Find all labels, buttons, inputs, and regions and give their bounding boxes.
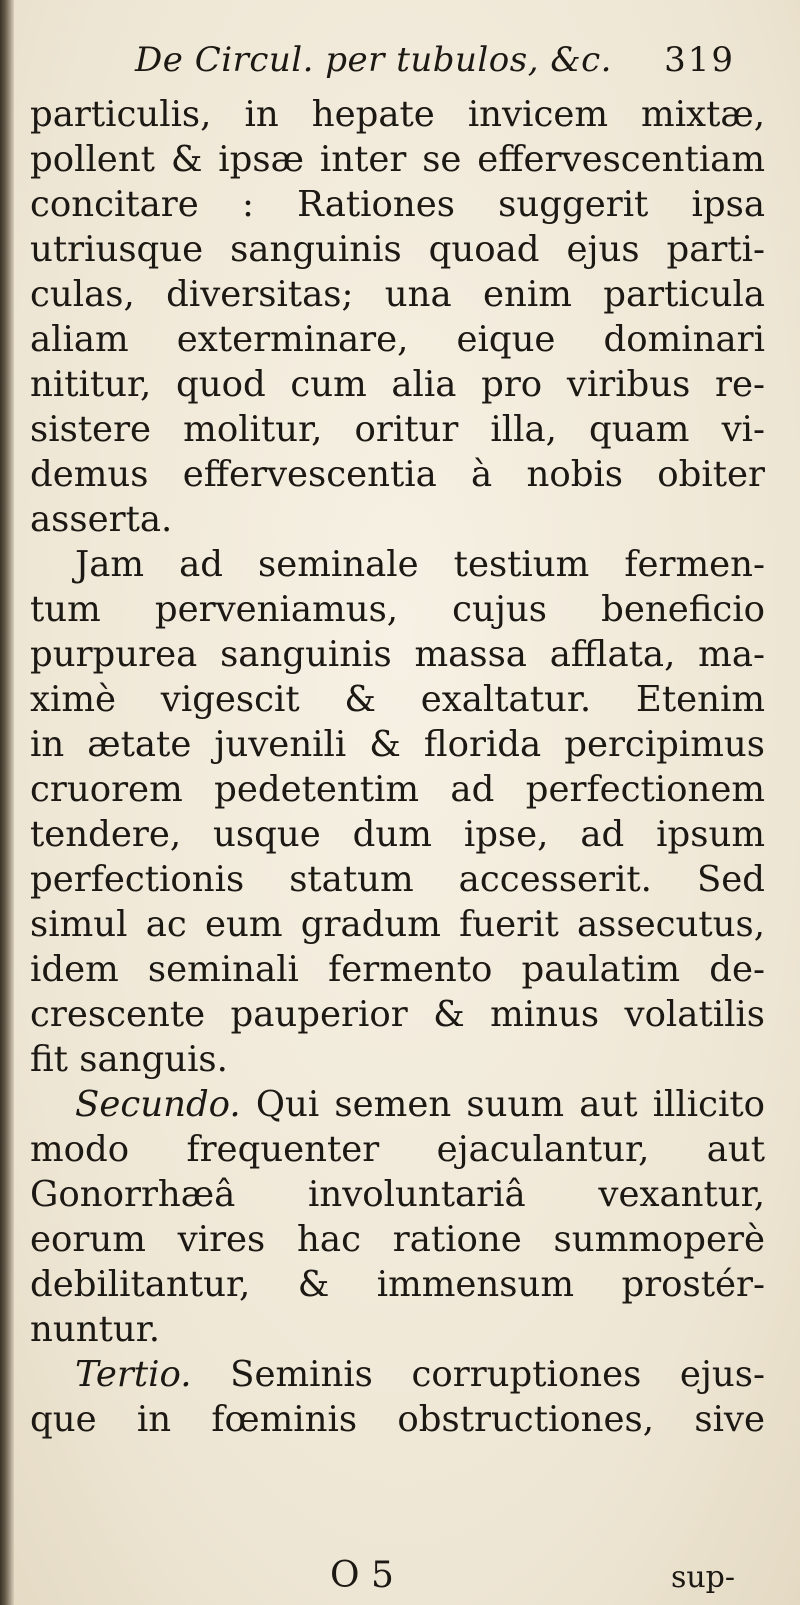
book-spine-shadow — [0, 0, 14, 1605]
text-line: sistere molitur, oritur illa, quam vi- — [30, 409, 765, 450]
text-line: eorum vires hac ratione summoperè — [30, 1219, 765, 1260]
text-line: cruorem pedetentim ad perfectionem — [30, 769, 765, 810]
page-header — [135, 40, 735, 100]
text-line: in ætate juvenili & florida percipimus — [30, 724, 765, 765]
text-line: tendere, usque dum ipse, ad ipsum — [30, 814, 765, 855]
running-title: De Circul. per tubulos, &c. — [135, 40, 612, 80]
text-line: aliam exterminare, eique dominari — [30, 319, 765, 360]
text-line-content: Qui semen suum aut illicito — [255, 1084, 765, 1125]
text-line: modo frequenter ejaculantur, aut — [30, 1129, 765, 1170]
page-number: 319 — [664, 40, 735, 80]
text-line: crescente pauperior & minus volatilis — [30, 994, 765, 1035]
text-line-content: Seminis corruptiones ejus- — [230, 1354, 765, 1395]
text-line: simul ac eum gradum fuerit assecutus, — [30, 904, 765, 945]
text-line: particulis, in hepate invicem mixtæ, — [30, 94, 765, 135]
text-line: perfectionis statum accesserit. Sed — [30, 859, 765, 900]
text-line: culas, diversitas; una enim particula — [30, 274, 765, 315]
text-line: Gonorrhæâ involuntariâ vexantur, — [30, 1174, 765, 1215]
text-line: pollent & ipsæ inter se effervescentiam — [30, 139, 765, 180]
text-line: fit sanguis. — [30, 1039, 228, 1080]
text-line: utriusque sanguinis quoad ejus parti- — [30, 229, 765, 270]
section-marker-secundo: Secundo. — [75, 1084, 241, 1125]
text-line: purpurea sanguinis massa afflata, ma- — [30, 634, 765, 675]
text-line: tum perveniamus, cujus beneficio — [30, 589, 765, 630]
text-line: asserta. — [30, 499, 173, 540]
text-line: nititur, quod cum alia pro viribus re- — [30, 364, 765, 405]
text-line-secundo — [30, 1082, 765, 1127]
text-line-tertio — [30, 1352, 765, 1397]
text-line: concitare : Rationes suggerit ipsa — [30, 184, 765, 225]
text-line: nuntur. — [30, 1309, 161, 1350]
text-line: demus effervescentia à nobis obiter — [30, 454, 765, 495]
text-line: ximè vigescit & exaltatur. Etenim — [30, 679, 765, 720]
body-text — [30, 92, 765, 1442]
text-line: que in fœminis obstructiones, sive — [30, 1399, 765, 1440]
catchword: sup- — [670, 1560, 735, 1595]
text-line: Jam ad seminale testium fermen- — [75, 544, 765, 585]
section-marker-tertio: Tertio. — [75, 1354, 192, 1395]
signature-mark: O 5 — [330, 1555, 394, 1596]
text-line: debilitantur, & immensum prostér- — [30, 1264, 765, 1305]
text-line: idem seminali fermento paulatim de- — [30, 949, 765, 990]
